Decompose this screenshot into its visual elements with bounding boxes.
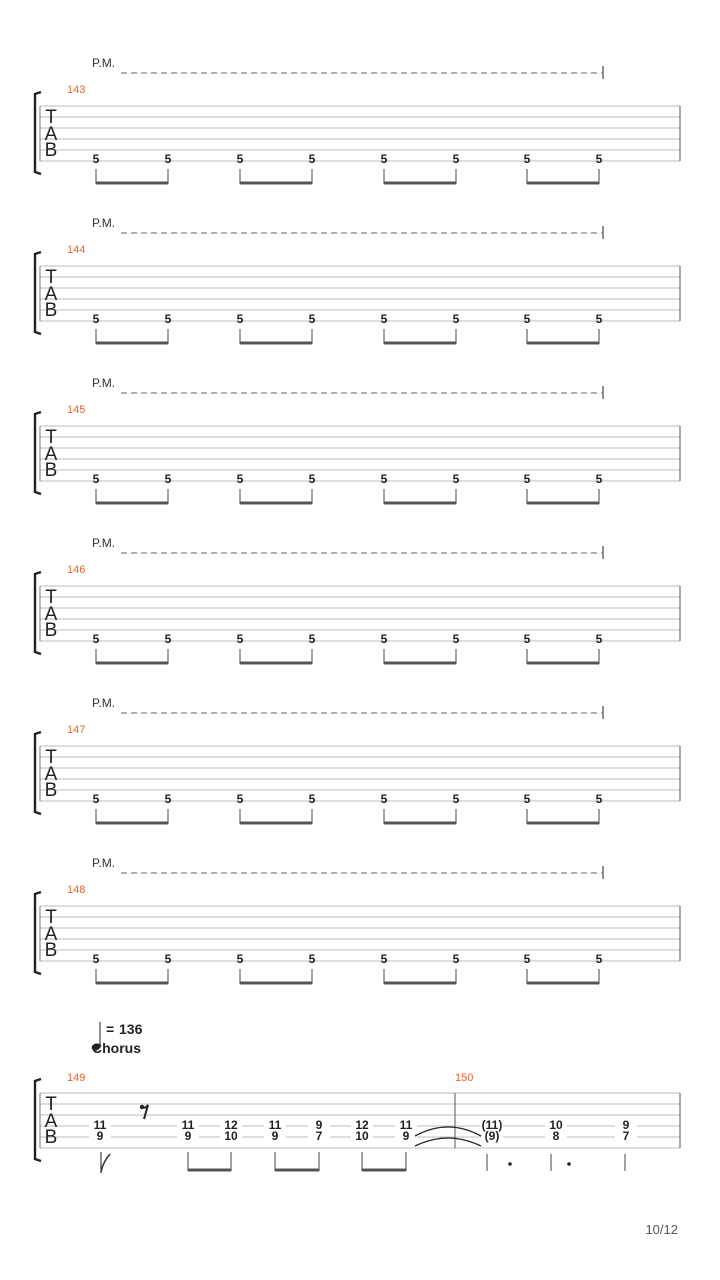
measure-number: 143	[67, 84, 86, 96]
fret-number: 5	[164, 312, 172, 326]
tab-clef-letter: B	[44, 620, 58, 641]
fret-number: 5	[236, 632, 244, 646]
palm-mute-label: P.M.	[92, 696, 116, 710]
fret-number-bottom: 9	[96, 1129, 104, 1143]
tab-system-143	[35, 56, 680, 184]
fret-number: 5	[308, 792, 316, 806]
fret-number: 5	[236, 792, 244, 806]
fret-number: 5	[452, 952, 460, 966]
fret-number-top: 11	[268, 1118, 282, 1132]
fret-number: 5	[164, 952, 172, 966]
fret-number-bottom: 8	[552, 1129, 560, 1143]
fret-number: 5	[452, 152, 460, 166]
fret-number-bottom: 9	[184, 1129, 192, 1143]
fret-number: 5	[523, 152, 531, 166]
fret-number: 5	[595, 792, 603, 806]
tab-system-148	[35, 856, 680, 984]
tab-clef-letter: B	[44, 460, 58, 481]
measure-number: 150	[455, 1072, 474, 1084]
fret-number: 5	[523, 312, 531, 326]
fret-number-bottom: 9	[271, 1129, 279, 1143]
fret-number: 5	[164, 152, 172, 166]
tab-clef-letter: B	[44, 780, 58, 801]
fret-number-bottom: 10	[224, 1129, 238, 1143]
tab-clef-letter: A	[44, 444, 58, 465]
tab-clef-letter: T	[45, 1094, 57, 1115]
fret-number-top: (11)	[481, 1118, 503, 1132]
tab-clef-letter: A	[44, 764, 58, 785]
tab-system-145	[35, 376, 680, 504]
palm-mute-label: P.M.	[92, 56, 116, 70]
chord	[89, 1117, 111, 1143]
fret-number: 5	[164, 472, 172, 486]
fret-number: 5	[380, 152, 388, 166]
tempo-value: 136	[119, 1021, 143, 1037]
tempo-equals: =	[106, 1021, 115, 1037]
section-label: Chorus	[92, 1040, 141, 1056]
fret-number: 5	[308, 952, 316, 966]
tab-clef-letter: A	[44, 924, 58, 945]
palm-mute-label: P.M.	[92, 536, 116, 550]
fret-number: 5	[92, 952, 100, 966]
chord	[395, 1117, 417, 1143]
fret-number-bottom: 7	[622, 1129, 630, 1143]
fret-number: 5	[236, 472, 244, 486]
fret-number-bottom: (9)	[484, 1129, 500, 1143]
measure-number: 146	[67, 564, 86, 576]
chord	[615, 1117, 637, 1143]
tab-clef-letter: T	[45, 587, 57, 608]
fret-number-top: 11	[181, 1118, 195, 1132]
fret-number-top: 10	[549, 1118, 563, 1132]
fret-number: 5	[380, 472, 388, 486]
tab-clef-letter: A	[44, 604, 58, 625]
fret-number: 5	[308, 152, 316, 166]
measure-number: 148	[67, 884, 86, 896]
tab-clef-letter: B	[44, 140, 58, 161]
fret-number: 5	[595, 952, 603, 966]
tab-clef-letter: B	[44, 940, 58, 961]
chord	[177, 1117, 199, 1143]
fret-number: 5	[452, 632, 460, 646]
chord	[220, 1117, 242, 1143]
fret-number-bottom: 9	[402, 1129, 410, 1143]
tab-clef-letter: B	[44, 300, 58, 321]
tab-clef-letter: T	[45, 747, 57, 768]
fret-number: 5	[452, 312, 460, 326]
fret-number: 5	[380, 952, 388, 966]
fret-number: 5	[452, 792, 460, 806]
fret-number: 5	[595, 632, 603, 646]
fret-number-top: 11	[399, 1118, 413, 1132]
tab-clef-letter: A	[44, 124, 58, 145]
fret-number: 5	[308, 312, 316, 326]
palm-mute-label: P.M.	[92, 376, 116, 390]
palm-mute-label: P.M.	[92, 216, 116, 230]
fret-number: 5	[523, 952, 531, 966]
eighth-rest-dot	[140, 1105, 144, 1109]
tab-system-144	[35, 216, 680, 344]
fret-number-top: 12	[224, 1118, 238, 1132]
fret-number-bottom: 7	[315, 1129, 323, 1143]
fret-number: 5	[92, 472, 100, 486]
measure-number: 145	[67, 404, 86, 416]
tab-clef-letter: B	[44, 1127, 58, 1148]
tab-clef-letter: A	[44, 1111, 58, 1132]
fret-number: 5	[595, 312, 603, 326]
palm-mute-label: P.M.	[92, 856, 116, 870]
fret-number: 5	[92, 312, 100, 326]
fret-number: 5	[308, 632, 316, 646]
tab-clef-letter: T	[45, 427, 57, 448]
fret-number: 5	[236, 152, 244, 166]
fret-number: 5	[308, 472, 316, 486]
measure-number: 147	[67, 724, 86, 736]
fret-number: 5	[523, 632, 531, 646]
measure-number: 144	[67, 244, 86, 256]
fret-number: 5	[164, 632, 172, 646]
fret-number: 5	[92, 152, 100, 166]
tie-arc	[415, 1138, 481, 1146]
chord	[545, 1117, 567, 1143]
fret-number: 5	[452, 472, 460, 486]
fret-number: 5	[92, 792, 100, 806]
fret-number: 5	[595, 152, 603, 166]
augmentation-dot	[508, 1162, 512, 1166]
tab-system-147	[35, 696, 680, 824]
fret-number: 5	[380, 792, 388, 806]
tab-clef-letter: T	[45, 267, 57, 288]
tie-arc	[415, 1127, 481, 1136]
fret-number-top: 9	[622, 1118, 630, 1132]
chord	[481, 1117, 503, 1143]
fret-number-top: 9	[315, 1118, 323, 1132]
chord	[264, 1117, 286, 1143]
fret-number: 5	[92, 632, 100, 646]
tab-clef-letter: T	[45, 107, 57, 128]
fret-number: 5	[523, 792, 531, 806]
eighth-flag-icon	[101, 1154, 110, 1172]
page-number: 10/12	[645, 1222, 678, 1237]
fret-number: 5	[164, 792, 172, 806]
augmentation-dot	[567, 1162, 571, 1166]
measure-number: 149	[67, 1072, 86, 1084]
tab-system-149-150	[35, 1021, 680, 1173]
fret-number: 5	[595, 472, 603, 486]
tab-clef-letter: A	[44, 284, 58, 305]
fret-number: 5	[380, 632, 388, 646]
fret-number-top: 11	[93, 1118, 107, 1132]
fret-number-top: 12	[355, 1118, 369, 1132]
chord	[351, 1117, 373, 1143]
fret-number: 5	[523, 472, 531, 486]
tab-clef-letter: T	[45, 907, 57, 928]
fret-number: 5	[236, 952, 244, 966]
fret-number: 5	[380, 312, 388, 326]
fret-number-bottom: 10	[355, 1129, 369, 1143]
chord	[308, 1117, 330, 1143]
fret-number: 5	[236, 312, 244, 326]
tab-system-146	[35, 536, 680, 664]
